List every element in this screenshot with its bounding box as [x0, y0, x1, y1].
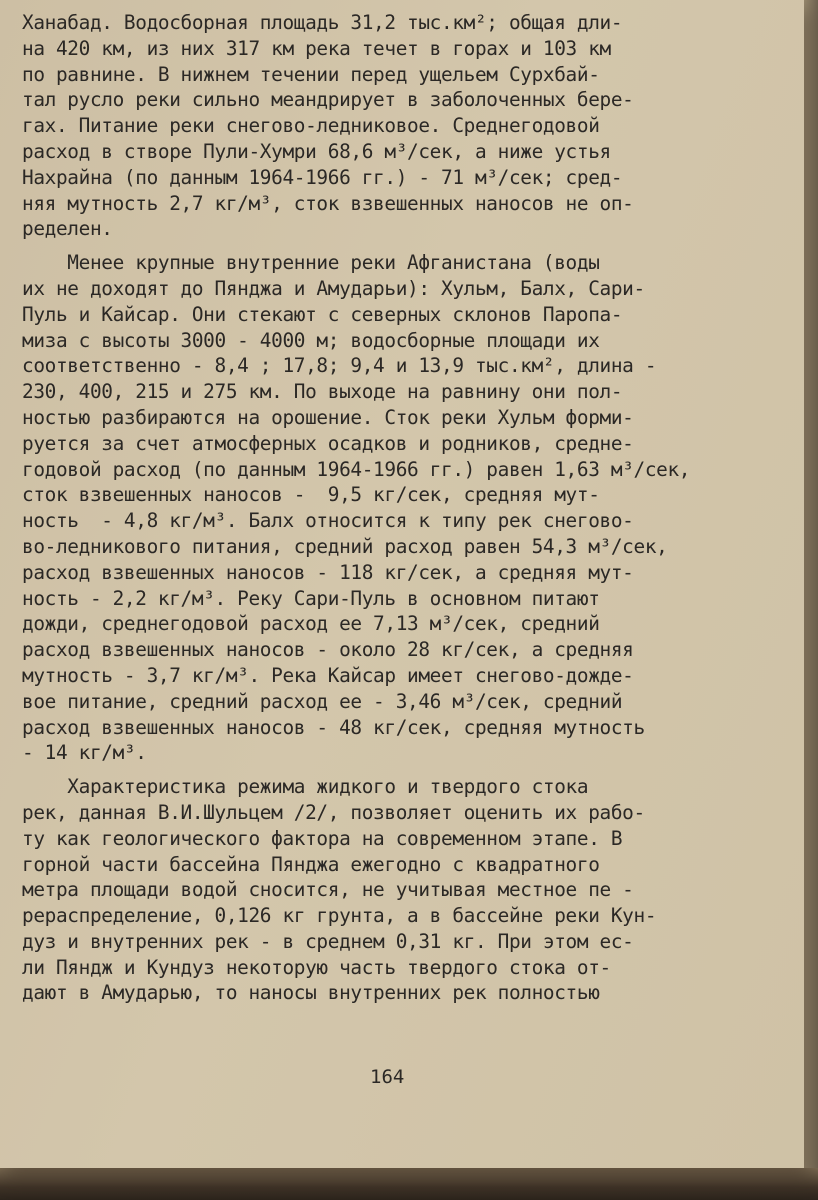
text-line: ли Пяндж и Кундуз некоторую часть твердого стока от-: [22, 955, 611, 979]
text-line: няя мутность 2,7 кг/м³, сток взвешенных наносов не оп-: [22, 191, 634, 215]
text-line: метра площади водой сносится, не учитывая местное пе -: [22, 878, 634, 902]
text-line: сток взвешенных наносов - 9,5 кг/сек, средняя мут-: [22, 483, 600, 507]
text-line: ностью разбираются на орошение. Сток реки Хульм форми-: [22, 405, 634, 429]
text-line: по равнине. В нижнем течении перед ущельем Сурхбай-: [22, 62, 600, 86]
text-line: дожди, среднегодовой расход ее 7,13 м³/сек, средний: [22, 612, 600, 636]
text-line: 230, 400, 215 и 275 км. По выходе на равнину они пол-: [22, 380, 623, 404]
text-line: Характеристика режима жидкого и твердого стока: [22, 775, 589, 799]
text-line: тал русло реки сильно меандрирует в заболоченных бере-: [22, 88, 634, 112]
text-line: годовой расход (по данным 1964-1966 гг.) равен 1,63 м³/сек,: [22, 457, 691, 481]
text-line: миза с высоты 3000 - 4000 м; водосборные площади их: [22, 328, 600, 352]
text-line: ность - 4,8 кг/м³. Балх относится к типу рек снегово-: [22, 509, 634, 533]
text-line: расход в створе Пули-Хумри 68,6 м³/сек, а ниже устья: [22, 139, 611, 163]
text-line: Пуль и Кайсар. Они стекают с северных склонов Паропа-: [22, 302, 623, 326]
text-line: дают в Амударью, то наносы внутренних рек полностью: [22, 981, 600, 1005]
page-right-edge: [804, 0, 818, 1168]
text-line: расход взвешенных наносов - 48 кг/сек, средняя мутность: [22, 715, 645, 739]
text-line: Нахрайна (по данным 1964-1966 гг.) - 71 м³/сек; сред-: [22, 165, 623, 189]
text-line: их не доходят до Пянджа и Амударьи): Хульм, Балх, Сари-: [22, 276, 645, 300]
text-line: ность - 2,2 кг/м³. Реку Сари-Пуль в основном питают: [22, 586, 600, 610]
text-line: рераспределение, 0,126 кг грунта, а в бассейне реки Кун-: [22, 904, 657, 928]
text-line: ределен.: [22, 217, 113, 241]
text-line: соответственно - 8,4 ; 17,8; 9,4 и 13,9 тыс.км², длина -: [22, 354, 657, 378]
page-text: [22, 10, 782, 1006]
text-line: дуз и внутренних рек - в среднем 0,31 кг. При этом ес-: [22, 929, 634, 953]
text-line: во-ледникового питания, средний расход равен 54,3 м³/сек,: [22, 534, 668, 558]
text-line: мутность - 3,7 кг/м³. Река Кайсар имеет снегово-дожде-: [22, 663, 634, 687]
text-line: ту как геологического фактора на современном этапе. В: [22, 826, 623, 850]
text-line: гах. Питание реки снегово-ледниковое. Среднегодовой: [22, 114, 600, 138]
paragraph-gap: [22, 242, 782, 250]
text-line: горной части бассейна Пянджа ежегодно с квадратного: [22, 852, 600, 876]
text-line: вое питание, средний расход ее - 3,46 м³/сек, средний: [22, 689, 623, 713]
paragraph-gap: [22, 766, 782, 774]
text-line: рек, данная В.И.Шульцем /2/, позволяет оценить их рабо-: [22, 800, 645, 824]
text-line: Ханабад. Водосборная площадь 31,2 тыс.км²; общая дли-: [22, 11, 623, 34]
text-line: расход взвешенных наносов - около 28 кг/сек, а средняя: [22, 638, 634, 662]
page-bottom-edge: [0, 1168, 818, 1200]
text-line: расход взвешенных наносов - 118 кг/сек, а средняя мут-: [22, 560, 634, 584]
text-line: на 420 км, из них 317 км река течет в горах и 103 км: [22, 36, 611, 60]
text-line: - 14 кг/м³.: [22, 741, 147, 765]
text-line: Менее крупные внутренние реки Афганистана (воды: [22, 251, 600, 275]
text-line: руется за счет атмосферных осадков и родников, средне-: [22, 431, 634, 455]
page-number: 164: [370, 1066, 405, 1088]
